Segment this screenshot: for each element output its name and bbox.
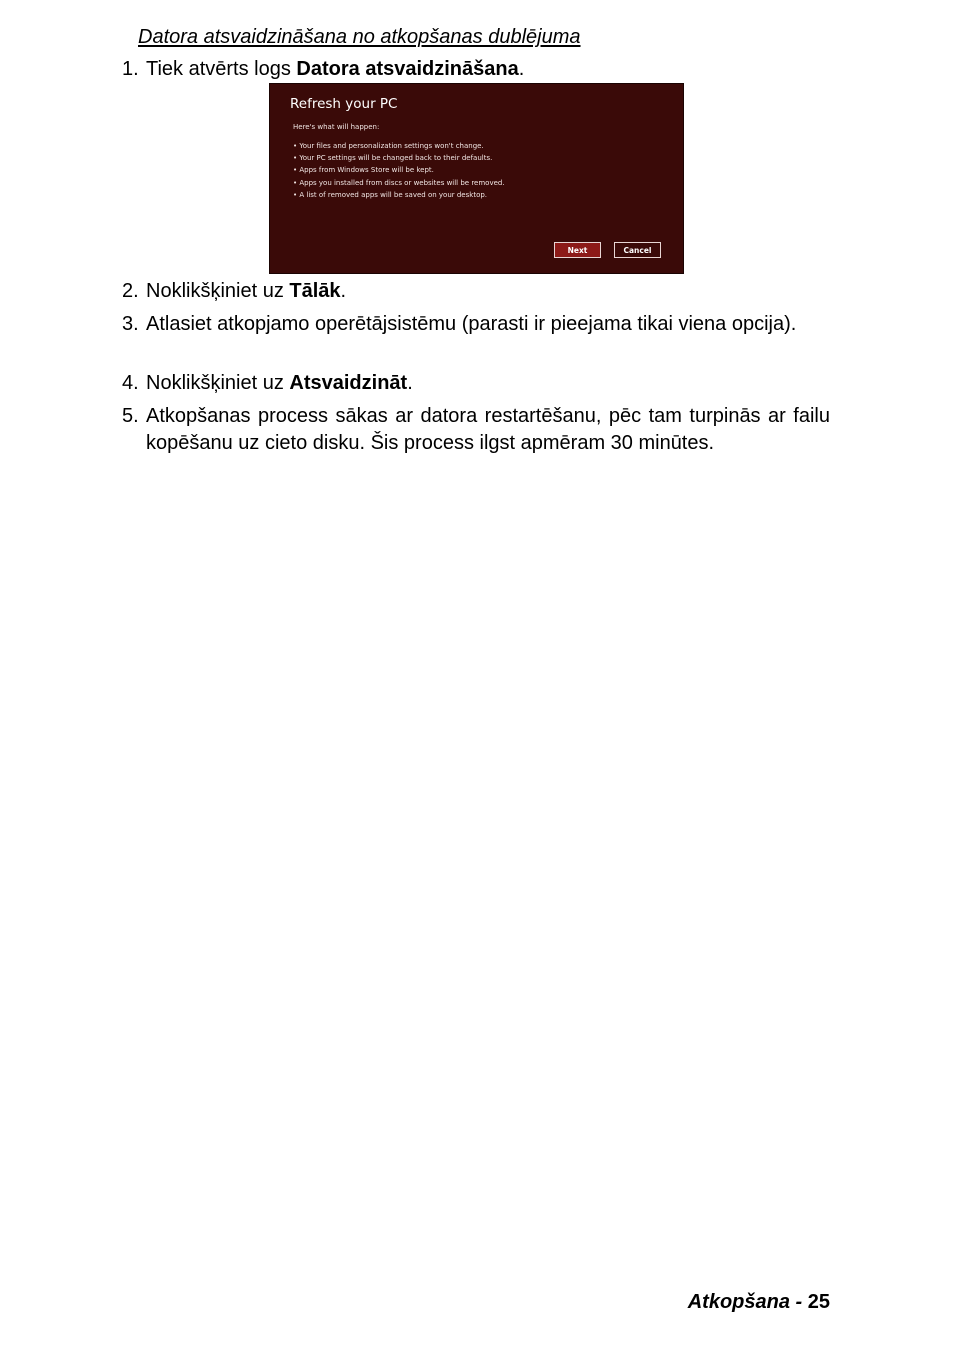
list-item: • Apps from Windows Store will be kept. <box>293 166 434 175</box>
step-number: 2. <box>122 280 139 302</box>
page-footer <box>600 1291 830 1314</box>
list-item: • Your PC settings will be changed back to their defaults. <box>293 154 493 163</box>
list-item: • A list of removed apps will be saved on your desktop. <box>293 190 488 199</box>
step-bold: Tālāk <box>289 280 341 302</box>
step-number: 5. <box>122 405 139 427</box>
refresh-pc-screenshot <box>269 83 684 274</box>
step-bold: Atsvaidzināt <box>289 372 408 394</box>
dialog-list <box>293 140 505 201</box>
step-text: Noklikšķiniet uz Tālāk. <box>146 280 347 302</box>
step-number: 1. <box>122 58 139 80</box>
step-5 <box>122 403 830 457</box>
step-4 <box>122 370 830 397</box>
step-3 <box>122 311 830 338</box>
step-text: Noklikšķiniet uz Atsvaidzināt. <box>146 372 413 394</box>
step-bold: Datora atsvaidzināšana <box>296 58 519 80</box>
step-2 <box>122 278 830 305</box>
step-text: Atlasiet atkopjamo operētājsistēmu (parasti ir pieejama tikai viena opcija). <box>146 313 797 335</box>
dialog-subtitle: Here's what will happen: <box>293 123 380 131</box>
page-number: 25 <box>807 1291 830 1313</box>
step-1 <box>122 56 830 83</box>
step-text: Tiek atvērts logs Datora atsvaidzināšana. <box>146 58 525 80</box>
list-item: • Your files and personalization settings won't change. <box>293 142 484 150</box>
step-number: 4. <box>122 372 139 394</box>
step-number: 3. <box>122 313 139 335</box>
footer-section: Atkopšana - <box>687 1291 803 1313</box>
cancel-button[interactable]: Cancel <box>614 242 661 258</box>
next-button[interactable]: Next <box>554 242 601 258</box>
section-heading: Datora atsvaidzināšana no atkopšanas dublējuma <box>138 26 581 48</box>
dialog-title: Refresh your PC <box>290 96 398 112</box>
list-item: • Apps you installed from discs or websites will be removed. <box>293 178 505 187</box>
step-text: Atkopšanas process sākas ar datora restartēšanu, pēc tam turpinās ar failu kopēšanu uz cieto disku. Šis process ilgst apmēram 30 minūtes. <box>146 405 830 454</box>
